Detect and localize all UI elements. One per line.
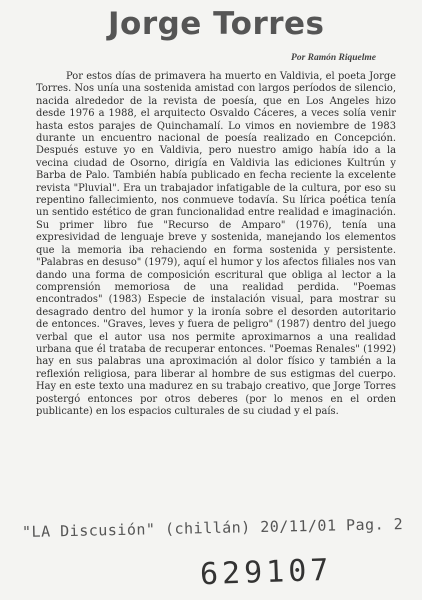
article-body: Por estos días de primavera ha muerto en Valdivia, el poeta Jorge Torres. Nos unía una sostenida amistad con largos períodos de silencio, nacida alrededor de la revista de poesía, que en Los Angeles hizo desde 1976 a 1988, el arquitecto Osvaldo Cáceres, a veces solía venir hasta estos parajes de Quinchamalí. Lo vimos en noviembre de 1983 durante un encuentro nacional de poesía realizado en Concepción. Después estuve yo en Valdivia, pero nuestro amigo había ido a la vecina ciudad de Osorno, dirigía en Valdivia las ediciones Kultrún y Barba de Palo. También había publicado en fecha reciente la excelente revista "Pluvial". Era un trabajador infatigable de la cultura, por eso su repentino fallecimiento, nos conmueve todavía. Su lírica poética tenía un sentido estético de gran funcionalidad entre realidad e imaginación. Su primer libro fue "Recurso de Amparo" (1976), tenía una expresividad de lenguaje breve y sostenida, manejando los elementos que la memoria iba rehaciendo en forma sostenida y persistente. "Palabras en desuso" (1979), aquí el humor y los afectos filiales nos van dando una forma de composición escritural que obliga al lector a la comprensión memoriosa de una realidad perdida. "Poemas encontrados" (1983) Especie de instalación visual, para mostrar su desagrado dentro del humor y la ironía sobre el desorden autoritario de entonces. "Graves, leves y fuera de peligro" (1987) dentro del juego verbal que el autor usa nos permite aproximarnos a una realidad urbana que él trataba de recuperar entonces. "Poemas Renales" (1992) hay en sus palabras una aproximación al dolor físico y también a la reflexión religiosa, para liberar al hombre de sus estigmas del cuerpo. Hay en este texto una madurez en su trabajo creativo, que Jorge Torres postergó entonces por otros deberes (por lo menos en el orden publicante) en los espacios culturales de su ciudad y el país.	[36, 71, 396, 417]
article-byline: Por Ramón Riquelme	[291, 53, 376, 63]
handwritten-source-note: "LA Discusión" (chillán) 20/11/01 Pag. 2	[21, 515, 404, 541]
handwritten-catalog-number: 629107	[199, 552, 333, 593]
article-body-container	[36, 71, 396, 418]
article-title: Jorge Torres	[108, 6, 325, 42]
